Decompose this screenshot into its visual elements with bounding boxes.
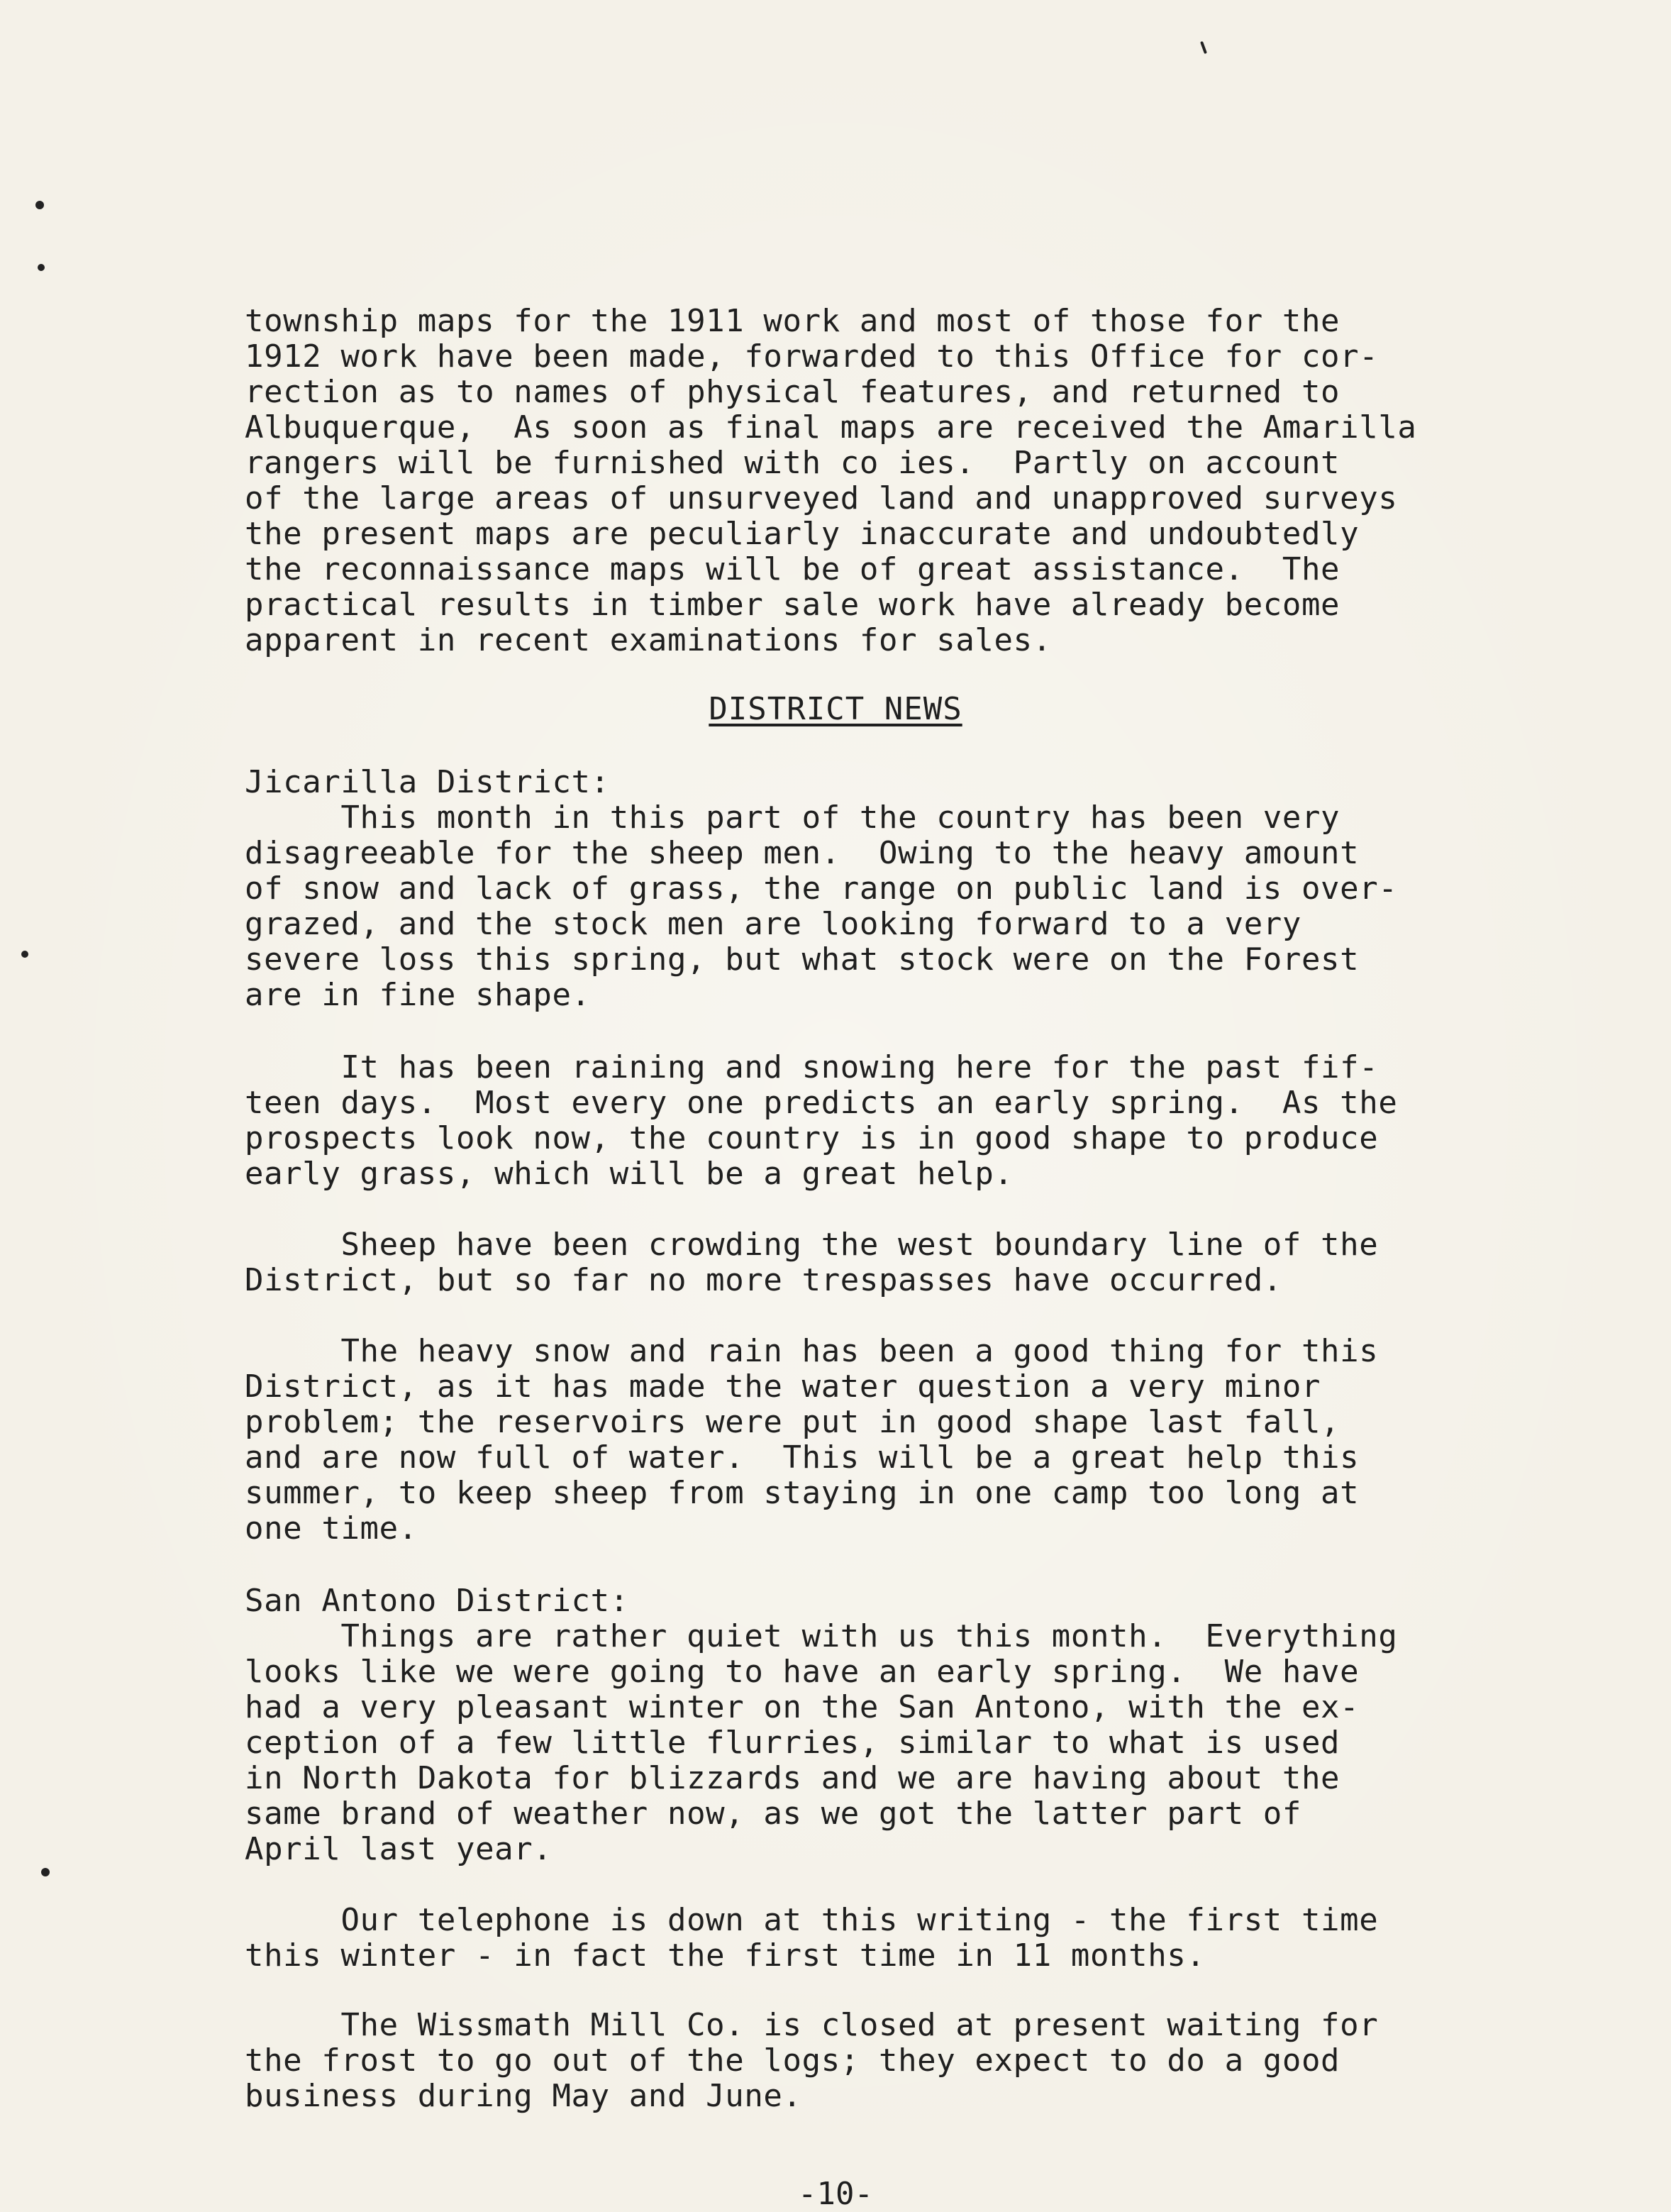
jicarilla-paragraph-3: Sheep have been crowding the west boundary line of the District, but so far no more trespasses have occurred. [245,1227,1379,1298]
margin-speck [41,1868,50,1876]
san-antono-district-heading: San Antono District: [245,1583,629,1619]
san-antono-paragraph-1: Things are rather quiet with us this month. Everything looks like we were going to have an early spring. We have had a very pleasant winter on the San Antono, with the ex- ception of a few little flurries, similar to what is used in North Dakota for blizzards and we are having about the same brand of weather now, as we got the latter part of April last year. [245,1618,1398,1867]
margin-speck [1200,41,1207,54]
margin-speck [21,951,28,958]
section-heading [0,692,1671,727]
jicarilla-paragraph-1: This month in this part of the country has been very disagreeable for the sheep men. Owing to the heavy amount of snow and lack of grass, the range on public land is over- grazed, and the stock men are looking forward to a very severe loss this spring, but what stock were on the Forest are in fine shape. [245,800,1398,1013]
intro-paragraph: township maps for the 1911 work and most of those for the 1912 work have been made, forwarded to this Office for cor- rection as to names of physical features, and returned to Albuquerque, As soon as final maps are received the Amarilla rangers will be furnished with co ies. Partly on account of the large areas of unsurveyed land and unapproved surveys the present maps are peculiarly inaccurate and undoubtedly the reconnaissance maps will be of great assistance. The practical results in timber sale work have already become apparent in recent examinations for sales. [245,303,1417,658]
jicarilla-paragraph-2: It has been raining and snowing here for the past fif- teen days. Most every one predicts an early spring. As the prospects look now, the country is in good shape to produce early grass, which will be a great help. [245,1049,1398,1192]
margin-speck [35,201,44,209]
jicarilla-district-heading: Jicarilla District: [245,764,610,800]
page-number: -10- [798,2176,873,2212]
margin-speck [38,264,45,271]
san-antono-paragraph-2: Our telephone is down at this writing - the first time this winter - in fact the first time in 11 months. [245,1902,1379,1974]
san-antono-paragraph-3: The Wissmath Mill Co. is closed at present waiting for the frost to go out of the logs; they expect to do a good business during May and June. [245,2007,1379,2114]
section-heading-text: DISTRICT NEWS [709,691,962,727]
jicarilla-paragraph-4: The heavy snow and rain has been a good thing for this District, as it has made the water question a very minor problem; the reservoirs were put in good shape last fall, and are now full of water. This will be a great help this summer, to keep sheep from staying in one camp too long at one time. [245,1333,1379,1547]
